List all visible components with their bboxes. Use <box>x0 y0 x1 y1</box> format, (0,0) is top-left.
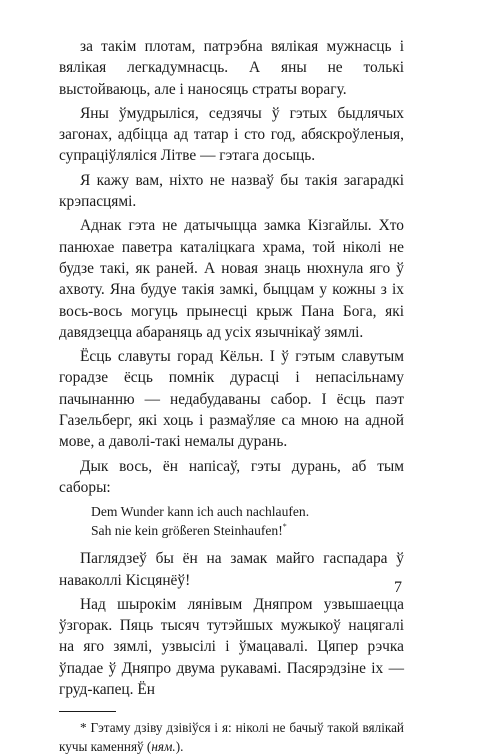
verse-quote <box>91 502 404 540</box>
paragraph: Паглядзеў бы ён на замак майго гаспадара ў наваколлі Кісцянёў! <box>59 550 404 589</box>
paragraph: за такім плотам, патрэбна вялікая мужнасць і вялікая легкадумнасць. А яны не толькі выстойваюць, але і наносяць страты ворагу. <box>59 38 404 98</box>
footnote <box>59 718 404 756</box>
paragraph: Дык вось, ён напісаў, гэты дурань, аб тым саборы: <box>59 457 404 496</box>
footnote-abbreviation: ням. <box>151 739 176 755</box>
verse-line-2 <box>91 521 404 540</box>
paragraph: Я кажу вам, ніхто не назваў бы такія загарадкі крэпасцямі. <box>59 171 404 211</box>
paragraph: Ёсць славуты горад Кёльн. І ў гэтым славутым горадзе ёсць помнік дурасці і непасільнаму пачынанню — недабудаваны сабор. І ёсць паэт Газельберг, які хоць і размаўляе са мною на адной мове, а даволі-такі немалы дурань. <box>59 348 404 451</box>
footnote-divider <box>59 711 116 712</box>
page-body <box>59 36 404 756</box>
page-number: 7 <box>394 579 402 596</box>
paragraph: Яны ўмудрыліся, седзячы ў гэтых быдлячых загонах, адбіцца ад татар і сто год, абяскроўленыя, супраціўляліся Літве — гэтага досыць. <box>59 104 404 165</box>
verse-line-1: Dem Wunder kann ich auch nachlaufen. <box>91 504 310 520</box>
paragraph: Над шырокім лянівым Дняпром узвышаецца ўзгорак. Пяць тысяч тутэйшых мужыкоў нацягалі на яго зямлі, узвысілі і ўмацавалі. Цяпер рэчка ўпадае ў Дняпро двума рукавамі. Пасярэдзіне іх — груд-капец. Ён <box>59 595 404 699</box>
paragraph: Аднак гэта не датычыцца замка Кізгайлы. Хто панюхае паветра каталіцкага храма, той ніколі не будзе такі, як раней. А новая знаць нюхнула яго ў ахвоту. Яна будуе такія замкі, быццам у кожны з іх вось-вось могуць прынесці крыж Пана Бога, які давядзецца абараняць ад усіх язычнікаў зямлі. <box>59 217 404 341</box>
footnote-marker[interactable]: * <box>282 522 287 532</box>
footnote-tail: ). <box>175 739 184 755</box>
verse-line-2-text: Sah nie kein größeren Steinhaufen! <box>91 523 283 539</box>
footnote-text: * Гэтаму дзіву дзівіўся і я: ніколі не бачыў такой вялікай кучы каменняў ( <box>59 720 404 755</box>
